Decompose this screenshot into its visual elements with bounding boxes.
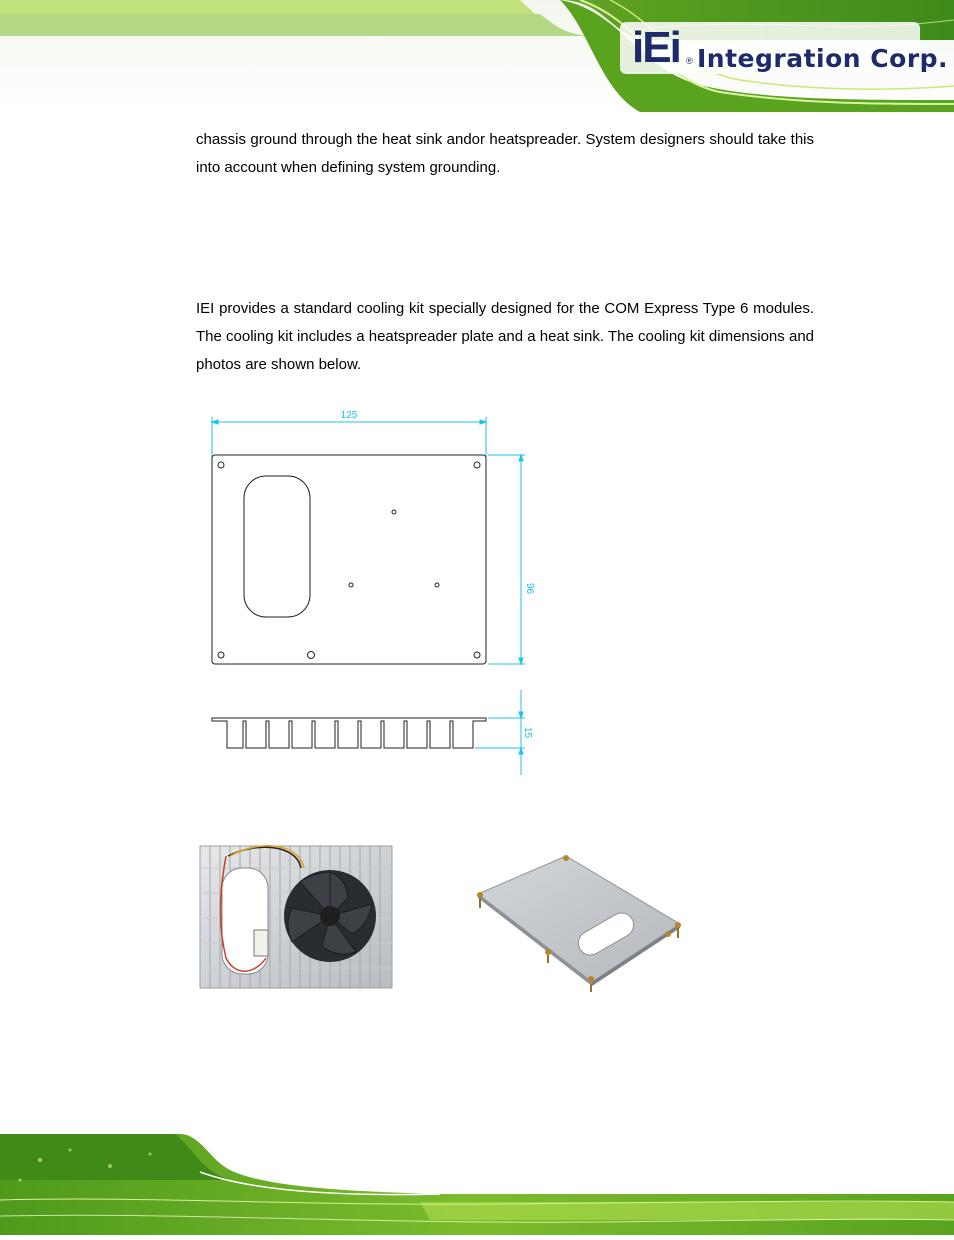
cooling-kit-dimension-drawing [205,405,545,785]
height-dimension-label: 96 [524,583,535,595]
heatsink-side-profile [212,718,486,748]
cooling-kit-paragraph: IEI provides a standard cooling kit specially designed for the COM Express Type 6 modules. The cooling kit includes a heatspreader plate and a heat sink. The cooling kit dimensions and photos are shown below. [196,300,814,373]
heatsink-with-fan-photo [196,838,396,993]
grounding-paragraph: chassis ground through the heat sink andor heatspreader. System designers should take this into account when defining system grounding. [196,131,814,176]
width-dimension-label: 125 [340,410,358,421]
plate-cutout [244,476,310,617]
depth-dimension-label: 15 [522,727,533,739]
plate-outline [212,455,486,664]
page-header [0,0,954,112]
depth-dimension-line [475,690,525,775]
company-logo-text: Integration Corp. [697,44,949,73]
heatspreader-plate-photo [470,848,690,993]
height-dimension-line [488,455,525,664]
width-dimension-line [212,417,486,457]
footer-banner-graphic [0,1130,954,1235]
page-footer [0,1130,954,1235]
company-logo-mark: iEi [632,23,680,72]
mounting-holes [218,462,480,659]
registered-mark: ® [686,56,693,66]
